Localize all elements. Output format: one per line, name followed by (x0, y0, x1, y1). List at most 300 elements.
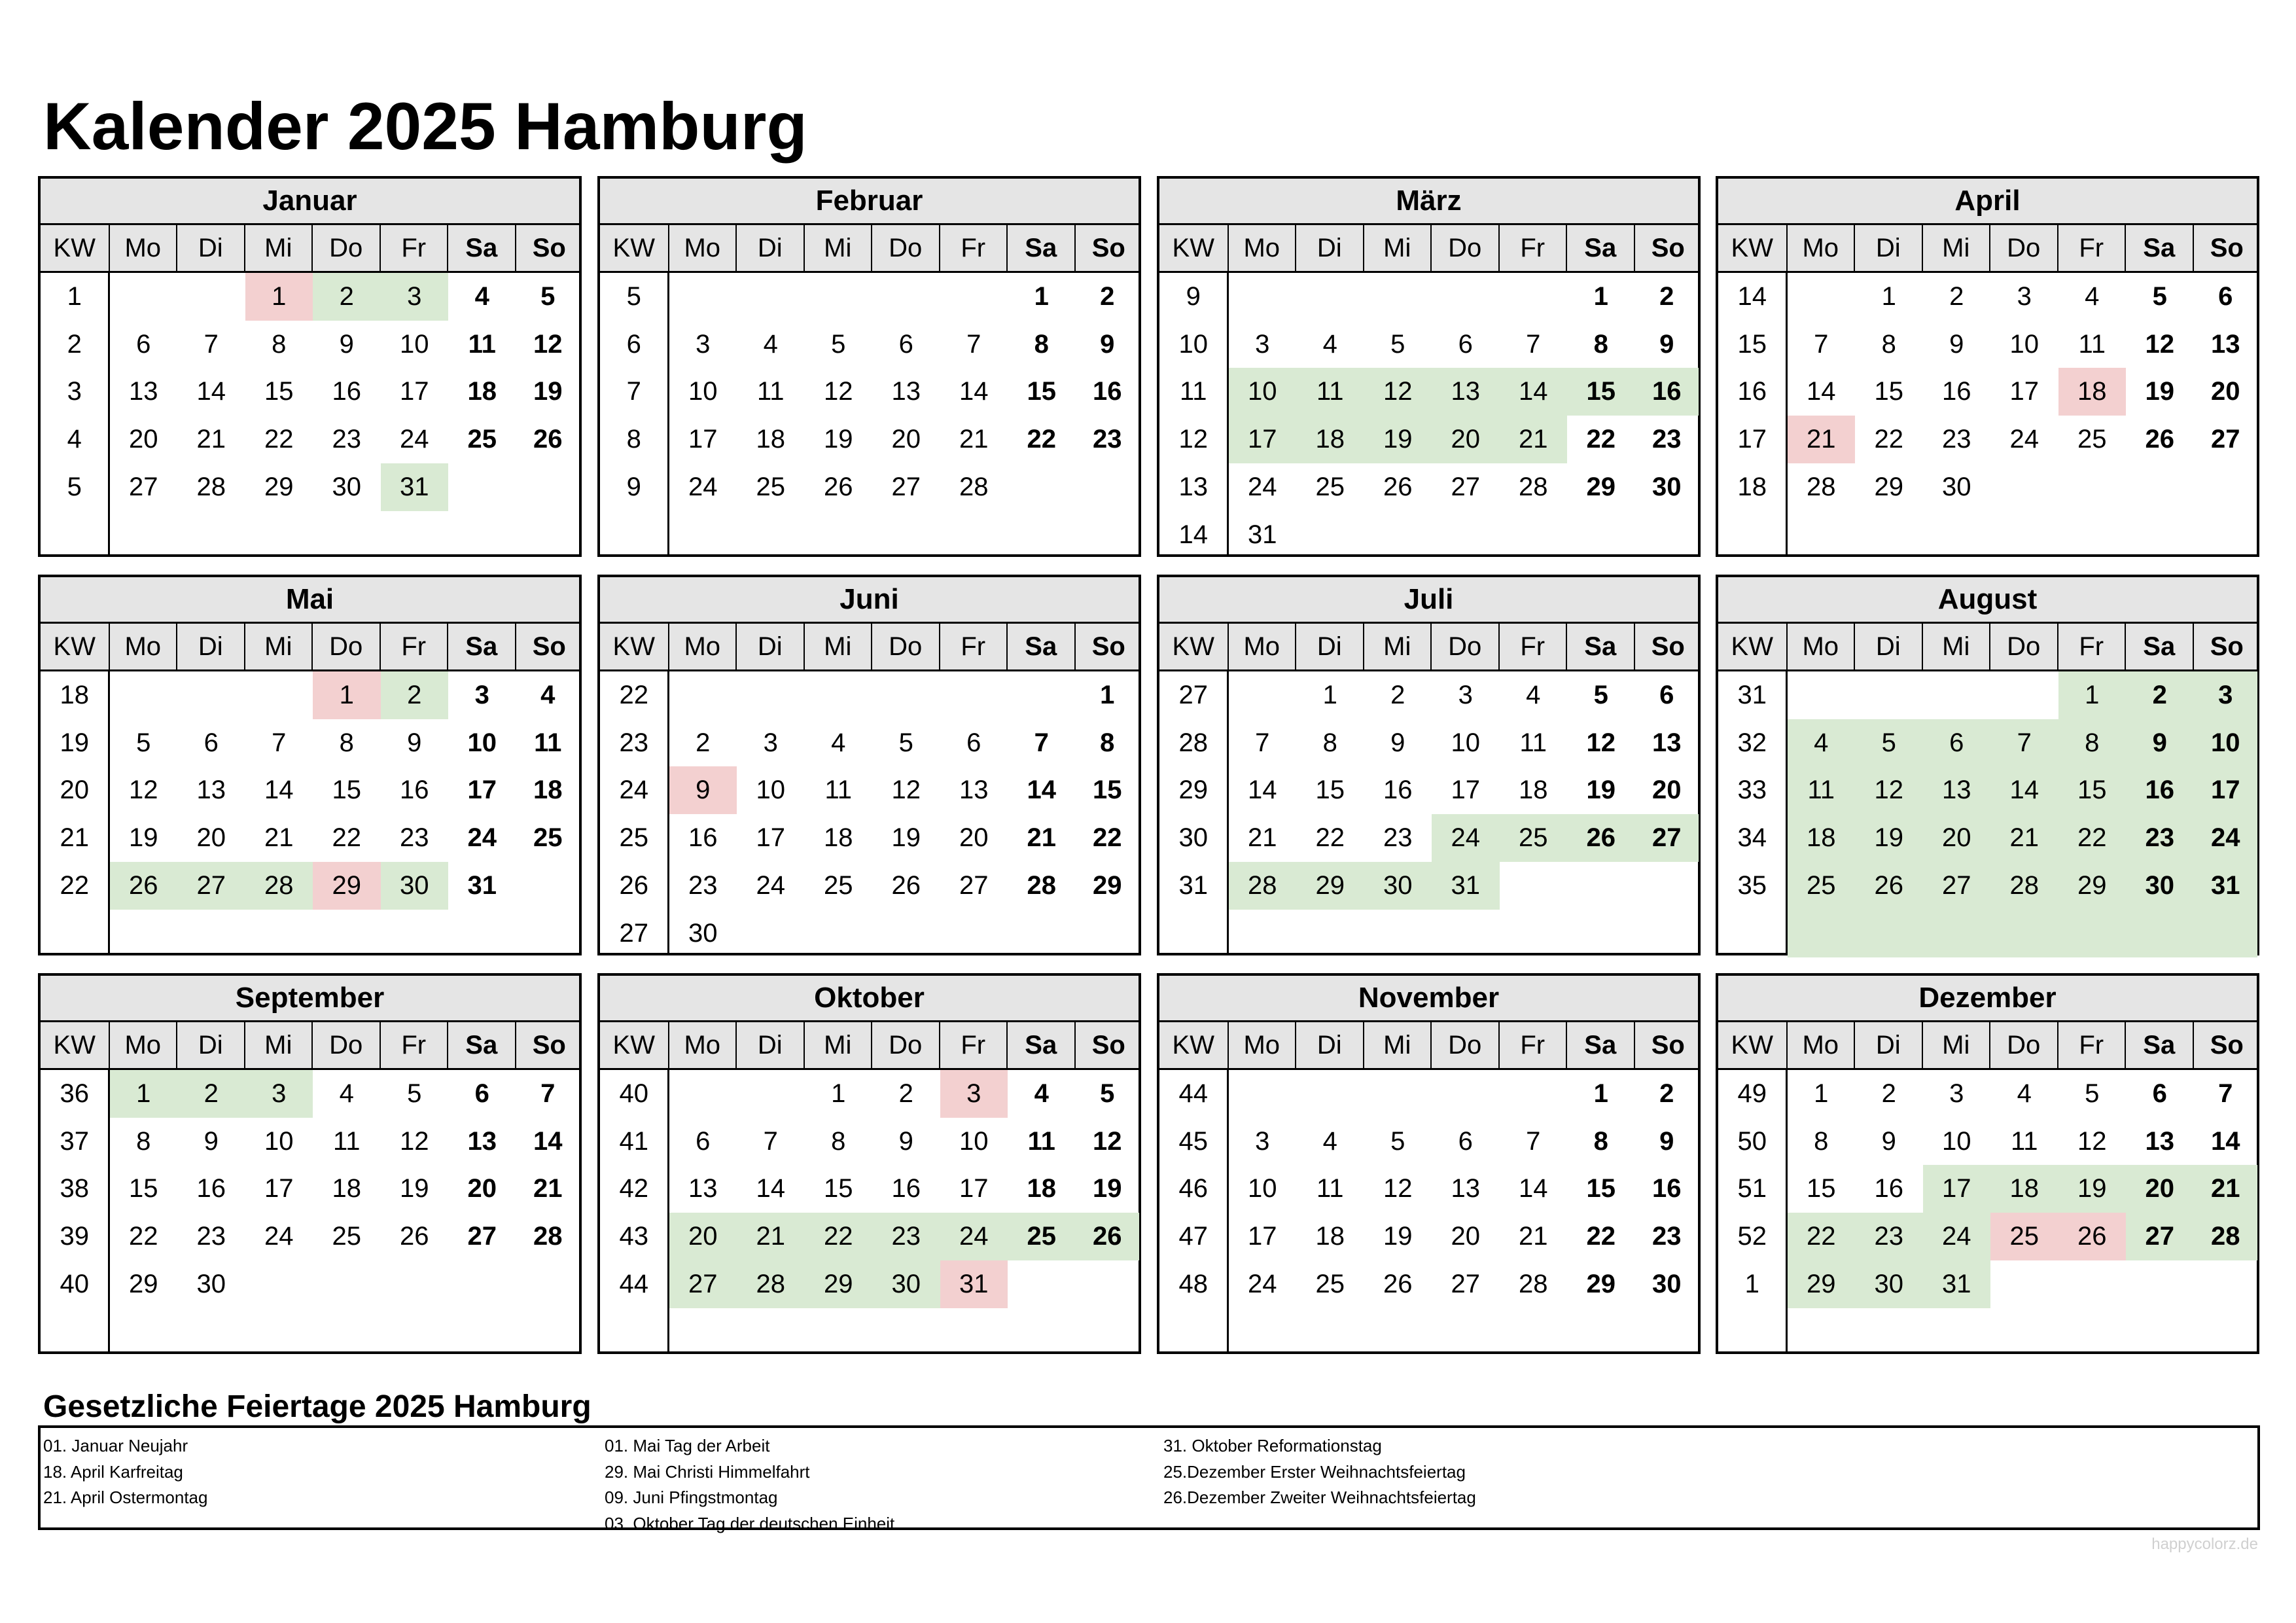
day-cell (872, 273, 940, 321)
day-cell: 21 (1990, 814, 2058, 862)
day-cell: 25 (467, 425, 497, 454)
day-cell: 5 (136, 728, 151, 757)
day-cell: 30 (688, 918, 718, 948)
day-cell: 13 (2211, 329, 2240, 359)
day-cell (2126, 463, 2194, 511)
day-cell: 16 (1383, 776, 1413, 805)
weekday-header: So (1634, 225, 1702, 271)
weekday-header-row (41, 225, 579, 273)
day-cell: 3 (245, 1070, 313, 1118)
day-cell: 4 (474, 282, 489, 311)
day-cell: 12 (400, 1126, 429, 1156)
day-cell (1008, 910, 1076, 957)
day-cell: 17 (756, 823, 785, 853)
holidays-list (38, 1425, 2260, 1533)
day-cell: 23 (1383, 823, 1413, 853)
week-number: 33 (1737, 776, 1767, 805)
week-number: 31 (1737, 681, 1767, 709)
day-cell: 28 (1990, 862, 2058, 910)
weekday-header: Do (1430, 225, 1498, 271)
weekday-header-row (1159, 225, 1698, 273)
day-cell: 19 (1855, 814, 1923, 862)
month-oktober (597, 973, 1141, 1354)
weekday-header: So (2193, 1022, 2261, 1068)
weekday-header: Fr (939, 1022, 1007, 1068)
week-number: 2 (67, 329, 82, 359)
day-cell: 29 (805, 1260, 873, 1308)
day-cell: 26 (1855, 862, 1923, 910)
week-number: 40 (619, 1079, 648, 1108)
day-cell: 11 (332, 1126, 361, 1156)
day-cell (177, 671, 245, 719)
day-cell: 10 (2194, 719, 2258, 767)
day-cell (516, 862, 580, 910)
day-cell: 6 (1458, 1126, 1473, 1156)
day-cell: 22 (1788, 1213, 1856, 1260)
day-cell: 12 (891, 776, 921, 805)
weekday-header: Mo (1786, 624, 1854, 669)
day-cell: 6 (898, 329, 913, 359)
holiday-item: 21. April Ostermontag (43, 1488, 208, 1507)
week-number: 1 (67, 282, 82, 311)
day-cell: 27 (2126, 1213, 2194, 1260)
day-cell: 1 (1593, 1079, 1608, 1108)
day-cell: 4 (540, 681, 556, 709)
day-cell: 22 (1586, 1222, 1616, 1251)
day-cell (1364, 511, 1432, 559)
day-cell: 23 (1652, 425, 1682, 454)
day-cell (516, 463, 580, 511)
day-cell: 29 (1874, 472, 1903, 501)
day-cell: 28 (1519, 472, 1548, 501)
day-cell: 30 (1942, 472, 1971, 501)
week-number (1718, 910, 1786, 957)
day-cell: 17 (1923, 1165, 1991, 1213)
weekday-header: Do (311, 225, 380, 271)
day-cell: 28 (1807, 472, 1836, 501)
day-cell (1296, 511, 1364, 559)
day-cell: 11 (1027, 1126, 1055, 1156)
weekday-header: So (2193, 624, 2261, 669)
day-cell: 3 (1949, 1079, 1964, 1108)
day-cell: 22 (129, 1222, 158, 1251)
day-cell: 2 (696, 728, 711, 757)
day-cell: 6 (696, 1126, 711, 1156)
day-cell: 4 (339, 1079, 354, 1108)
day-cell: 15 (1586, 1174, 1616, 1204)
day-cell: 15 (1567, 368, 1635, 416)
day-cell: 9 (203, 1126, 219, 1156)
day-cell: 13 (1923, 766, 1991, 814)
day-cell: 15 (1807, 1174, 1836, 1204)
month-september (38, 973, 582, 1354)
week-number: 5 (626, 282, 641, 311)
week-number: 8 (626, 425, 641, 454)
day-cell (2194, 1260, 2258, 1308)
day-cell: 24 (2194, 814, 2258, 862)
day-cell: 25 (332, 1222, 361, 1251)
day-cell: 18 (332, 1174, 361, 1204)
week-number: 29 (1178, 776, 1208, 805)
weekday-header: Fr (939, 624, 1007, 669)
day-cell: 15 (332, 776, 361, 805)
day-cell: 4 (2085, 282, 2100, 311)
day-cell (1635, 511, 1699, 559)
day-cell (1364, 1070, 1432, 1118)
weekday-header: KW (1731, 632, 1773, 661)
day-cell: 10 (400, 329, 429, 359)
weekday-header: KW (53, 234, 96, 262)
month-juli (1157, 575, 1701, 955)
day-cell: 28 (959, 472, 989, 501)
day-cell: 2 (177, 1070, 245, 1118)
day-cell (1229, 671, 1297, 719)
day-cell: 10 (756, 776, 785, 805)
day-cell (805, 671, 873, 719)
day-cell: 11 (2010, 1126, 2038, 1156)
weekday-header: Di (735, 225, 804, 271)
weekday-header: Fr (380, 1022, 448, 1068)
day-cell (245, 671, 313, 719)
week-number: 12 (1178, 425, 1208, 454)
weekday-header: Di (176, 225, 244, 271)
day-cell: 3 (1458, 681, 1473, 709)
day-cell: 19 (1093, 1174, 1122, 1204)
weekday-header: Mo (1786, 225, 1854, 271)
day-cell: 23 (1942, 425, 1971, 454)
weekday-header: Mi (244, 225, 312, 271)
weekday-header: Do (871, 1022, 939, 1068)
weekday-header: So (515, 624, 583, 669)
day-cell (737, 273, 805, 321)
day-cell (1788, 273, 1856, 321)
day-cell: 31 (467, 870, 497, 900)
day-cell: 4 (1322, 1126, 1337, 1156)
day-cell: 6 (1923, 719, 1991, 767)
week-number: 27 (619, 918, 648, 948)
day-cell: 22 (2058, 814, 2127, 862)
day-cell: 29 (1586, 472, 1616, 501)
month-name: Januar (41, 179, 579, 225)
weekday-header: Sa (1566, 225, 1634, 271)
weekday-header: Mo (668, 624, 736, 669)
day-cell: 24 (1432, 814, 1500, 862)
day-cell: 8 (831, 1126, 846, 1156)
day-cell: 17 (688, 425, 718, 454)
day-cell: 15 (1874, 377, 1903, 406)
month-november (1157, 973, 1701, 1354)
weekday-header: KW (612, 632, 655, 661)
holiday-item: 29. Mai Christi Himmelfahrt (605, 1461, 810, 1482)
day-cell: 22 (1874, 425, 1903, 454)
day-cell: 6 (136, 329, 151, 359)
day-cell: 30 (1652, 472, 1682, 501)
day-cell: 1 (110, 1070, 178, 1118)
day-cell (669, 1070, 737, 1118)
day-cell (1432, 273, 1500, 321)
day-cell: 10 (1942, 1126, 1971, 1156)
day-cell: 20 (1451, 1222, 1480, 1251)
day-cell: 5 (1593, 681, 1608, 709)
weekday-header: Sa (447, 624, 515, 669)
day-cell: 30 (1855, 1260, 1923, 1308)
day-cell: 22 (1315, 823, 1345, 853)
day-cell: 3 (474, 681, 489, 709)
day-cell (2058, 1260, 2127, 1308)
day-cell: 4 (2017, 1079, 2032, 1108)
day-cell: 12 (1093, 1126, 1122, 1156)
day-cell: 11 (1316, 1174, 1344, 1204)
day-cell: 30 (381, 862, 449, 910)
day-cell: 3 (696, 329, 711, 359)
day-cell: 20 (1923, 814, 1991, 862)
weekday-header: Di (1295, 624, 1363, 669)
day-cell: 9 (1881, 1126, 1896, 1156)
day-cell: 20 (467, 1174, 497, 1204)
weekday-header: KW (1172, 632, 1214, 661)
day-cell: 21 (1027, 823, 1056, 853)
day-cell: 1 (313, 671, 381, 719)
weekday-header: Sa (447, 1022, 515, 1068)
week-number: 4 (67, 425, 82, 454)
day-cell: 19 (824, 425, 853, 454)
day-cell (245, 1260, 313, 1308)
holidays-title: Gesetzliche Feiertage 2025 Hamburg (43, 1389, 592, 1424)
week-number: 49 (1737, 1079, 1767, 1108)
day-cell: 12 (2145, 329, 2174, 359)
watermark: happycolorz.de (2151, 1535, 2258, 1553)
weekday-header: Mo (109, 624, 177, 669)
weekday-header: So (1634, 624, 1702, 669)
day-cell: 25 (1788, 862, 1856, 910)
day-cell: 29 (2058, 862, 2127, 910)
day-cell: 15 (264, 377, 294, 406)
day-cell: 7 (1814, 329, 1829, 359)
week-number: 35 (1737, 870, 1767, 900)
day-cell (1500, 1070, 1568, 1118)
day-cell: 3 (1255, 1126, 1270, 1156)
day-cell: 27 (467, 1222, 497, 1251)
weekday-header: So (515, 225, 583, 271)
weekday-header: Fr (939, 225, 1007, 271)
day-cell: 3 (763, 728, 778, 757)
day-cell: 18 (1519, 776, 1548, 805)
day-cell (1500, 273, 1568, 321)
day-cell: 1 (1034, 282, 1049, 311)
day-cell (1788, 910, 1856, 957)
day-cell: 14 (196, 377, 226, 406)
day-cell: 25 (1008, 1213, 1076, 1260)
day-cell: 7 (1255, 728, 1270, 757)
weekday-header: KW (53, 632, 96, 661)
day-cell: 16 (2126, 766, 2194, 814)
week-number: 22 (60, 870, 89, 900)
day-cell: 9 (1659, 1126, 1674, 1156)
weekday-header: KW (612, 234, 655, 262)
day-cell: 4 (1322, 329, 1337, 359)
day-cell: 14 (756, 1174, 785, 1204)
weekday-header: Sa (2125, 624, 2193, 669)
weekday-header: Mi (804, 225, 872, 271)
day-cell: 14 (1027, 776, 1056, 805)
weekday-header: Sa (1566, 1022, 1634, 1068)
day-cell: 9 (669, 766, 737, 814)
day-cell: 1 (1593, 282, 1608, 311)
day-cell (516, 1260, 580, 1308)
day-cell: 12 (1383, 1174, 1413, 1204)
week-number: 43 (619, 1222, 648, 1251)
week-number: 21 (60, 823, 89, 853)
day-cell: 31 (2194, 862, 2258, 910)
weekday-header: Sa (2125, 1022, 2193, 1068)
day-cell: 27 (129, 472, 158, 501)
holiday-item: 01. Mai Tag der Arbeit (605, 1436, 770, 1455)
day-cell: 12 (1364, 368, 1432, 416)
month-name: Dezember (1718, 976, 2257, 1022)
day-cell: 19 (1383, 1222, 1413, 1251)
day-cell: 31 (940, 1260, 1008, 1308)
week-number: 51 (1737, 1174, 1767, 1204)
day-cell (940, 671, 1008, 719)
day-cell: 2 (1659, 282, 1674, 311)
holidays-column (43, 1433, 207, 1511)
day-cell: 11 (824, 776, 853, 805)
day-cell (1500, 511, 1568, 559)
weekday-header: Mo (668, 225, 736, 271)
day-cell: 28 (196, 472, 226, 501)
day-cell (2058, 463, 2127, 511)
week-number: 7 (626, 377, 641, 406)
weekday-header: Mi (804, 624, 872, 669)
day-cell: 4 (1034, 1079, 1049, 1108)
weekday-header: Mo (109, 1022, 177, 1068)
day-cell (2194, 910, 2258, 957)
month-name: Juni (600, 577, 1139, 624)
day-cell: 19 (1586, 776, 1616, 805)
day-cell: 26 (110, 862, 178, 910)
day-cell (110, 671, 178, 719)
day-cell: 31 (1432, 862, 1500, 910)
day-cell: 4 (763, 329, 778, 359)
day-cell: 11 (534, 728, 562, 757)
week-number: 42 (619, 1174, 648, 1204)
weekday-header: Do (1989, 1022, 2057, 1068)
weekday-header: Mi (1363, 225, 1431, 271)
weekday-header: Sa (1006, 1022, 1074, 1068)
day-cell: 8 (1034, 329, 1049, 359)
day-cell: 15 (1093, 776, 1122, 805)
week-number: 16 (1737, 377, 1767, 406)
holidays-column (1163, 1433, 1476, 1511)
week-number: 27 (1178, 681, 1208, 709)
day-cell: 3 (381, 273, 449, 321)
weekday-header: Do (1989, 624, 2057, 669)
day-cell: 26 (533, 425, 563, 454)
day-cell: 25 (533, 823, 563, 853)
weekday-header: Do (311, 624, 380, 669)
day-cell: 14 (1248, 776, 1277, 805)
day-cell: 18 (1315, 1222, 1345, 1251)
day-cell: 10 (2009, 329, 2039, 359)
month-mai (38, 575, 582, 955)
week-number: 37 (60, 1126, 89, 1156)
day-cell: 4 (1788, 719, 1856, 767)
day-cell: 12 (533, 329, 563, 359)
day-cell: 12 (1586, 728, 1616, 757)
weekday-header: Do (311, 1022, 380, 1068)
day-cell: 5 (407, 1079, 422, 1108)
weekday-header: Di (1854, 225, 1922, 271)
day-cell: 4 (831, 728, 846, 757)
day-cell: 1 (1814, 1079, 1829, 1108)
week-number: 13 (1178, 472, 1208, 501)
weekday-header: Do (1989, 225, 2057, 271)
day-cell: 14 (1990, 766, 2058, 814)
day-cell: 3 (1255, 329, 1270, 359)
day-cell: 12 (2077, 1126, 2107, 1156)
day-cell: 19 (891, 823, 921, 853)
day-cell: 7 (1990, 719, 2058, 767)
day-cell: 11 (2078, 329, 2106, 359)
day-cell: 25 (756, 472, 785, 501)
day-cell (872, 910, 940, 957)
day-cell: 28 (2194, 1213, 2258, 1260)
day-cell: 17 (1248, 1222, 1277, 1251)
day-cell: 23 (688, 870, 718, 900)
weekday-header: So (1074, 1022, 1142, 1068)
day-cell: 10 (1451, 728, 1480, 757)
day-cell: 26 (1076, 1213, 1140, 1260)
holidays-column (605, 1433, 894, 1537)
day-cell: 24 (756, 870, 785, 900)
weekday-header: So (1074, 225, 1142, 271)
day-cell: 10 (959, 1126, 989, 1156)
day-cell: 28 (737, 1260, 805, 1308)
week-number: 40 (60, 1269, 89, 1298)
week-number: 17 (1737, 425, 1767, 454)
day-cell (1008, 671, 1076, 719)
day-cell: 2 (1390, 681, 1405, 709)
weekday-header: Fr (1498, 1022, 1566, 1068)
day-cell: 29 (1788, 1260, 1856, 1308)
week-number: 34 (1737, 823, 1767, 853)
week-number: 9 (1186, 282, 1201, 311)
day-cell: 1 (1100, 681, 1115, 709)
day-cell (872, 671, 940, 719)
day-cell (1008, 1260, 1076, 1308)
holiday-item: 03. Oktober Tag der deutschen Einheit (605, 1513, 895, 1533)
day-cell: 14 (959, 377, 989, 406)
weekday-header-row (600, 624, 1139, 671)
day-cell (1635, 862, 1699, 910)
week-number: 18 (60, 681, 89, 709)
weekday-header-row (1718, 225, 2257, 273)
day-cell: 20 (129, 425, 158, 454)
day-cell: 12 (129, 776, 158, 805)
day-cell (1296, 1070, 1364, 1118)
day-cell (940, 910, 1008, 957)
day-cell: 23 (1093, 425, 1122, 454)
week-number: 20 (60, 776, 89, 805)
week-number: 31 (1178, 870, 1208, 900)
week-number: 1 (1744, 1269, 1759, 1298)
weekday-header: Di (1295, 225, 1363, 271)
day-cell: 6 (474, 1079, 489, 1108)
day-cell: 26 (891, 870, 921, 900)
week-number: 39 (60, 1222, 89, 1251)
weekday-header-row (1718, 1022, 2257, 1070)
week-number: 3 (67, 377, 82, 406)
